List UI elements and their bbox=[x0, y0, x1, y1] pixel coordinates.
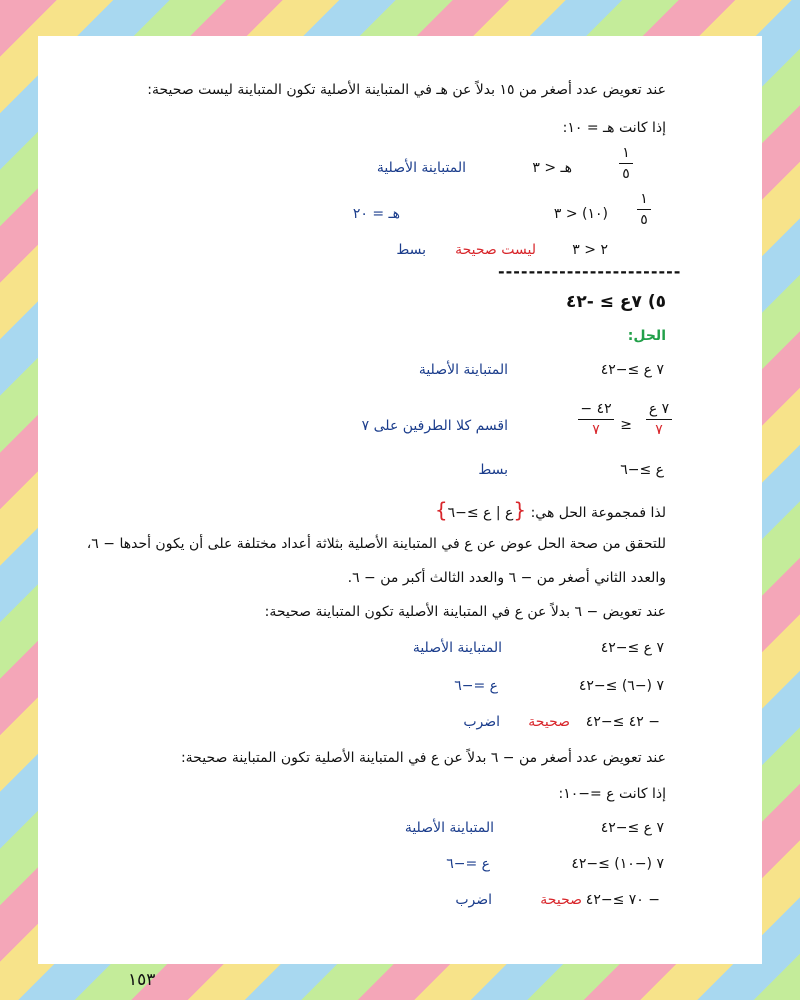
a1-note: المتباينة الأصلية bbox=[412, 640, 502, 656]
page-number: ١٥٣ bbox=[128, 970, 156, 990]
fraction-numerator: ٧ ع bbox=[648, 401, 670, 417]
b3-note: اضرب bbox=[455, 892, 492, 908]
fraction-denominator: ٧ bbox=[592, 422, 600, 438]
b3-math: − ٧٠ ≥−٤٢ bbox=[585, 892, 660, 908]
s3-note: بسط bbox=[478, 462, 508, 478]
s2-operator: ≥ bbox=[620, 417, 632, 433]
substitution-intro-1: عند تعويض − ٦ بدلاً عن ع في المتباينة الأصلية تكون المتباينة صحيحة: bbox=[264, 604, 666, 620]
row3-note: بسط bbox=[396, 242, 426, 258]
s1-math: ٧ ع ≥−٤٢ bbox=[600, 362, 664, 378]
fraction-numerator: ١ bbox=[640, 191, 648, 207]
a1-math: ٧ ع ≥−٤٢ bbox=[600, 640, 664, 656]
section-divider: ------------------------ bbox=[498, 262, 682, 281]
a2-note: ع =−٦ bbox=[454, 678, 498, 694]
check-line-2: والعدد الثاني أصغر من − ٦ والعدد الثالث أكبر من − ٦. bbox=[347, 570, 666, 586]
solution-label: الحل: bbox=[627, 328, 666, 344]
row3-status: ليست صحيحة bbox=[455, 242, 536, 258]
b2-note: ع =−٦ bbox=[446, 856, 490, 872]
set-open-brace: { bbox=[513, 498, 527, 522]
fraction-bar bbox=[646, 419, 672, 420]
set-body: ع | ع ≥−٦ bbox=[447, 505, 514, 521]
row3-math: ٢ < ٣ bbox=[572, 242, 608, 258]
intro-line: عند تعويض عدد أصغر من ١٥ بدلاً عن هـ في المتباينة الأصلية تكون المتباينة ليست صحيحة: bbox=[147, 82, 666, 98]
a3-note: اضرب bbox=[463, 714, 500, 730]
solution-set-label: لذا فمجموعة الحل هي: bbox=[530, 505, 666, 521]
fraction-denominator: ٥ bbox=[622, 166, 630, 182]
check-line-1: للتحقق من صحة الحل عوض عن ع في المتباينة الأصلية بثلاثة أعداد مختلفة على أن يكون أحدها − ٦، bbox=[86, 536, 666, 552]
b2-math: ٧ (−١٠) ≥−٤٢ bbox=[571, 856, 664, 872]
problem-title: ٥) ٧ع ≥ -٤٢ bbox=[566, 292, 666, 312]
s2-left-fraction bbox=[646, 400, 672, 439]
solution-set bbox=[435, 498, 666, 522]
s1-note: المتباينة الأصلية bbox=[418, 362, 508, 378]
row2-math: (١٠) < ٣ bbox=[553, 206, 608, 222]
row2-note: هـ = ٢٠ bbox=[352, 206, 400, 222]
if-line: إذا كانت هـ = ١٠: bbox=[562, 120, 666, 136]
fraction-numerator: ١ bbox=[622, 145, 630, 161]
fraction-bar bbox=[619, 163, 633, 164]
fraction-bar bbox=[637, 209, 651, 210]
a3-math: − ٤٢ ≥−٤٢ bbox=[585, 714, 660, 730]
fraction-bar bbox=[578, 419, 614, 420]
set-close-brace: } bbox=[434, 498, 448, 522]
s2-note: اقسم كلا الطرفين على ٧ bbox=[361, 418, 508, 434]
row1-math: هـ < ٣ bbox=[532, 160, 572, 176]
b1-math: ٧ ع ≥−٤٢ bbox=[600, 820, 664, 836]
if-line-2: إذا كانت ع =−١٠: bbox=[558, 786, 666, 802]
a2-math: ٧ (−٦) ≥−٤٢ bbox=[578, 678, 664, 694]
page-sheet bbox=[38, 36, 762, 990]
s2-right-fraction bbox=[578, 400, 614, 439]
a3-status: صحيحة bbox=[528, 714, 570, 730]
fraction-denominator: ٥ bbox=[640, 212, 648, 228]
b3-status: صحيحة bbox=[540, 892, 582, 908]
fraction-denominator: ٧ bbox=[655, 422, 663, 438]
b1-note: المتباينة الأصلية bbox=[404, 820, 494, 836]
fraction-numerator: − ٤٢ bbox=[580, 401, 612, 417]
substitution-intro-2: عند تعويض عدد أصغر من − ٦ بدلاً عن ع في المتباينة الأصلية تكون المتباينة صحيحة: bbox=[180, 750, 666, 766]
row2-fraction bbox=[637, 190, 651, 229]
row1-note: المتباينة الأصلية bbox=[376, 160, 466, 176]
s3-math: ع ≥−٦ bbox=[620, 462, 664, 478]
row1-fraction bbox=[619, 144, 633, 183]
